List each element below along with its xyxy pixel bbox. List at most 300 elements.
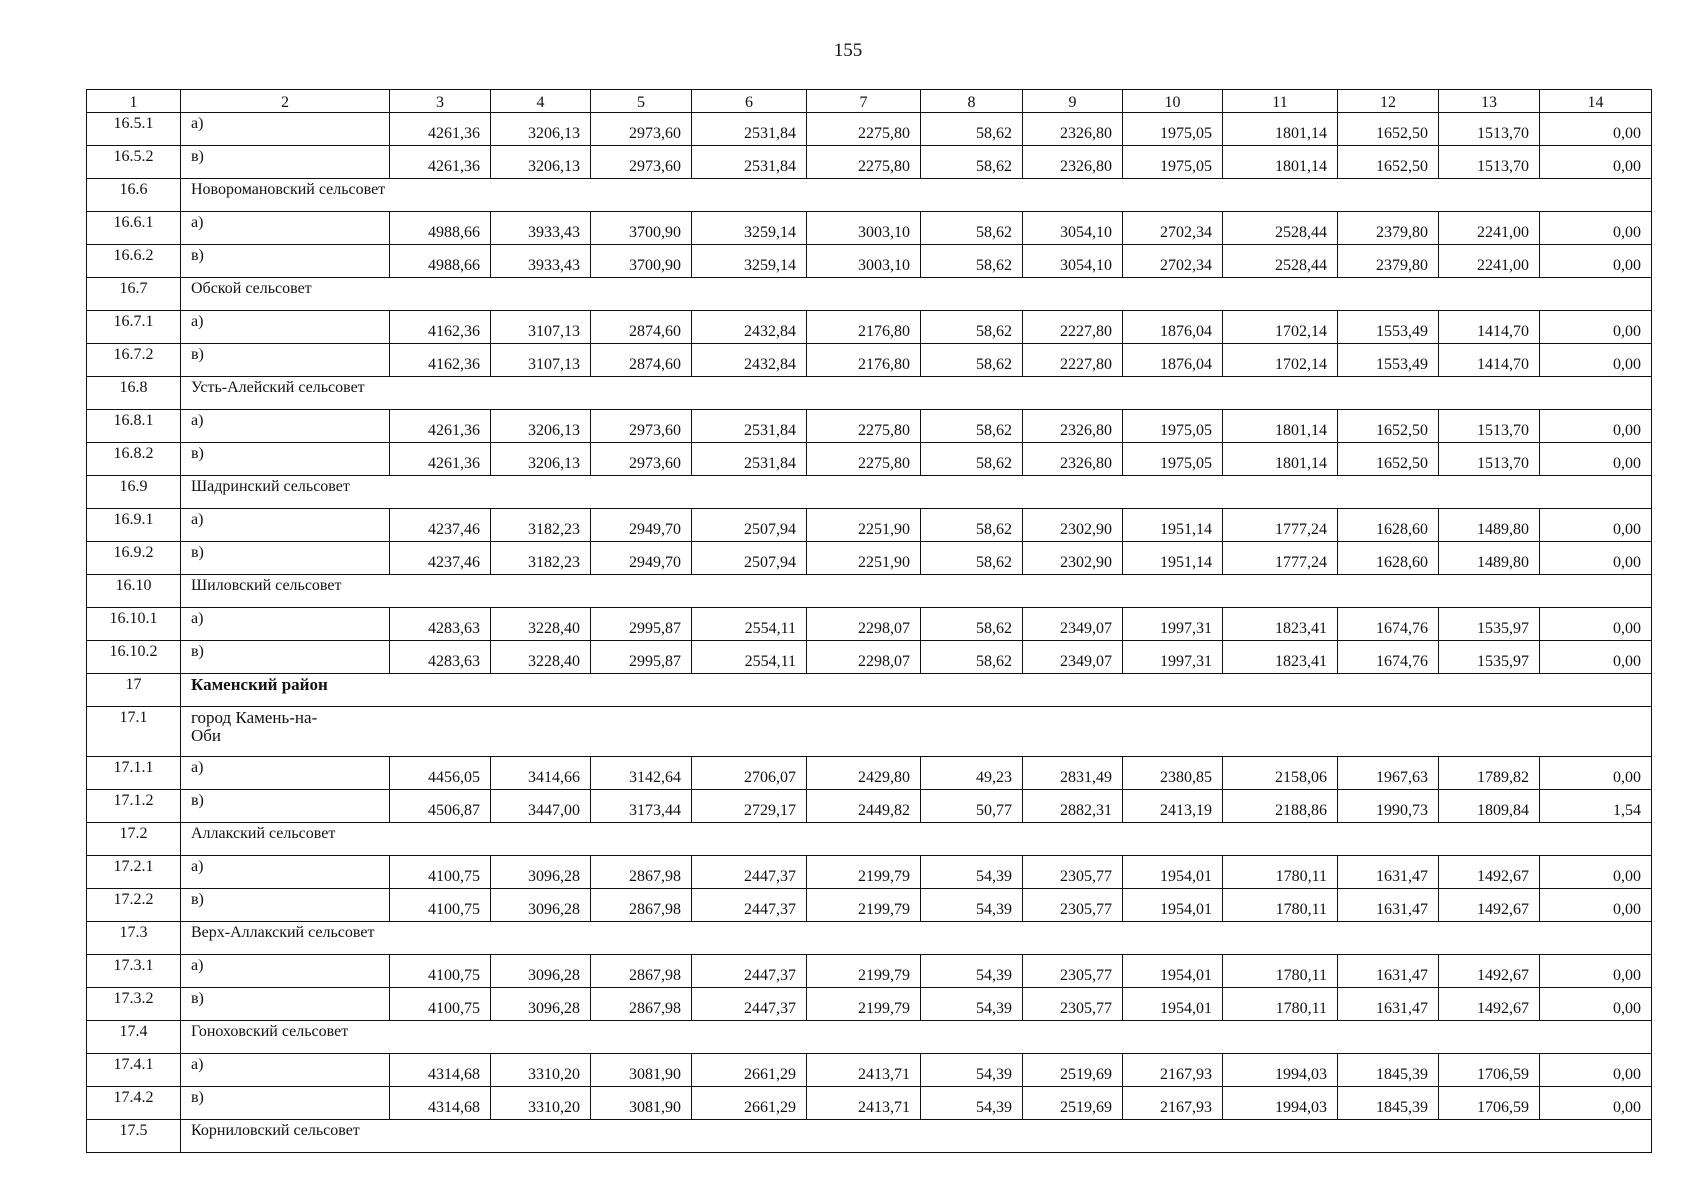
- row-code: 16.6.1: [87, 212, 181, 245]
- value-cell: 1706,59: [1439, 1087, 1540, 1120]
- row-code: 17.1.2: [87, 790, 181, 823]
- section-title: Корниловский сельсовет: [181, 1120, 1652, 1153]
- value-cell: 1631,47: [1338, 889, 1439, 922]
- value-cell: 1553,49: [1338, 344, 1439, 377]
- row-code: 16.9.1: [87, 509, 181, 542]
- table-row: [87, 344, 1652, 377]
- value-cell: 2867,98: [591, 955, 692, 988]
- value-cell: 0,00: [1540, 889, 1652, 922]
- value-cell: 1876,04: [1123, 311, 1223, 344]
- value-cell: 1823,41: [1223, 608, 1338, 641]
- value-cell: 4314,68: [390, 1087, 491, 1120]
- value-cell: 0,00: [1540, 311, 1652, 344]
- value-cell: 2275,80: [807, 443, 921, 476]
- value-cell: 54,39: [921, 988, 1023, 1021]
- value-cell: 1994,03: [1223, 1054, 1338, 1087]
- section-title: Каменский район: [181, 674, 1652, 707]
- row-variant: в): [181, 443, 390, 476]
- value-cell: 2188,86: [1223, 790, 1338, 823]
- value-cell: 2432,84: [692, 344, 807, 377]
- value-cell: 4988,66: [390, 245, 491, 278]
- column-header: 11: [1223, 90, 1338, 113]
- value-cell: 4237,46: [390, 509, 491, 542]
- value-cell: 0,00: [1540, 1087, 1652, 1120]
- row-code: 17.1: [87, 707, 181, 757]
- value-cell: 2227,80: [1023, 311, 1123, 344]
- value-cell: 2661,29: [692, 1087, 807, 1120]
- section-title: Обской сельсовет: [181, 278, 1652, 311]
- value-cell: 3003,10: [807, 245, 921, 278]
- section-row: [87, 707, 1652, 757]
- value-cell: 1780,11: [1223, 856, 1338, 889]
- value-cell: 2531,84: [692, 410, 807, 443]
- value-cell: 2380,85: [1123, 757, 1223, 790]
- row-code: 16.6.2: [87, 245, 181, 278]
- value-cell: 4283,63: [390, 608, 491, 641]
- value-cell: 1631,47: [1338, 988, 1439, 1021]
- value-cell: 2702,34: [1123, 212, 1223, 245]
- value-cell: 1628,60: [1338, 509, 1439, 542]
- value-cell: 1535,97: [1439, 608, 1540, 641]
- value-cell: 2326,80: [1023, 410, 1123, 443]
- column-header: 8: [921, 90, 1023, 113]
- value-cell: 1674,76: [1338, 641, 1439, 674]
- row-code: 16.8: [87, 377, 181, 410]
- value-cell: 1702,14: [1223, 344, 1338, 377]
- value-cell: 49,23: [921, 757, 1023, 790]
- value-cell: 4314,68: [390, 1054, 491, 1087]
- table-row: [87, 608, 1652, 641]
- table-row: [87, 790, 1652, 823]
- value-cell: 54,39: [921, 1054, 1023, 1087]
- section-row: [87, 922, 1652, 955]
- table-body: [87, 90, 1652, 1153]
- row-code: 16.7: [87, 278, 181, 311]
- value-cell: 54,39: [921, 856, 1023, 889]
- value-cell: 2554,11: [692, 641, 807, 674]
- value-cell: 0,00: [1540, 245, 1652, 278]
- value-cell: 1823,41: [1223, 641, 1338, 674]
- value-cell: 2528,44: [1223, 245, 1338, 278]
- row-code: 16.10.1: [87, 608, 181, 641]
- value-cell: 3096,28: [491, 856, 591, 889]
- section-row: [87, 476, 1652, 509]
- value-cell: 2531,84: [692, 443, 807, 476]
- value-cell: 2326,80: [1023, 146, 1123, 179]
- row-code: 16.9.2: [87, 542, 181, 575]
- section-title: Усть-Алейский сельсовет: [181, 377, 1652, 410]
- value-cell: 1652,50: [1338, 113, 1439, 146]
- value-cell: 2158,06: [1223, 757, 1338, 790]
- value-cell: 0,00: [1540, 1054, 1652, 1087]
- value-cell: 2275,80: [807, 410, 921, 443]
- value-cell: 1801,14: [1223, 146, 1338, 179]
- section-row: [87, 1120, 1652, 1153]
- value-cell: 2413,19: [1123, 790, 1223, 823]
- row-code: 16.8.1: [87, 410, 181, 443]
- value-cell: 2867,98: [591, 889, 692, 922]
- value-cell: 4261,36: [390, 113, 491, 146]
- row-variant: а): [181, 410, 390, 443]
- value-cell: 1967,63: [1338, 757, 1439, 790]
- value-cell: 1652,50: [1338, 146, 1439, 179]
- value-cell: 2706,07: [692, 757, 807, 790]
- value-cell: 0,00: [1540, 608, 1652, 641]
- column-header: 9: [1023, 90, 1123, 113]
- row-code: 16.7.2: [87, 344, 181, 377]
- value-cell: 4283,63: [390, 641, 491, 674]
- column-header: 1: [87, 90, 181, 113]
- value-cell: 3206,13: [491, 113, 591, 146]
- value-cell: 2199,79: [807, 856, 921, 889]
- value-cell: 1706,59: [1439, 1054, 1540, 1087]
- value-cell: 1801,14: [1223, 410, 1338, 443]
- row-code: 16.9: [87, 476, 181, 509]
- value-cell: 58,62: [921, 311, 1023, 344]
- value-cell: 1951,14: [1123, 542, 1223, 575]
- row-variant: в): [181, 344, 390, 377]
- value-cell: 2973,60: [591, 113, 692, 146]
- value-cell: 1954,01: [1123, 856, 1223, 889]
- row-code: 16.5.1: [87, 113, 181, 146]
- page-number: 155: [833, 40, 863, 61]
- value-cell: 2528,44: [1223, 212, 1338, 245]
- value-cell: 2298,07: [807, 608, 921, 641]
- value-cell: 2379,80: [1338, 212, 1439, 245]
- value-cell: 4988,66: [390, 212, 491, 245]
- row-variant: а): [181, 757, 390, 790]
- value-cell: 58,62: [921, 542, 1023, 575]
- value-cell: 1,54: [1540, 790, 1652, 823]
- section-title: Верх-Аллакский сельсовет: [181, 922, 1652, 955]
- row-variant: а): [181, 113, 390, 146]
- section-row: [87, 377, 1652, 410]
- value-cell: 3054,10: [1023, 212, 1123, 245]
- row-code: 16.5.2: [87, 146, 181, 179]
- value-cell: 1513,70: [1439, 146, 1540, 179]
- value-cell: 2302,90: [1023, 509, 1123, 542]
- value-cell: 54,39: [921, 889, 1023, 922]
- row-variant: в): [181, 889, 390, 922]
- value-cell: 1489,80: [1439, 542, 1540, 575]
- column-header: 3: [390, 90, 491, 113]
- value-cell: 3414,66: [491, 757, 591, 790]
- row-variant: в): [181, 146, 390, 179]
- row-code: 16.8.2: [87, 443, 181, 476]
- value-cell: 3081,90: [591, 1087, 692, 1120]
- value-cell: 4261,36: [390, 410, 491, 443]
- column-header: 5: [591, 90, 692, 113]
- value-cell: 2167,93: [1123, 1087, 1223, 1120]
- value-cell: 3107,13: [491, 311, 591, 344]
- value-cell: 2831,49: [1023, 757, 1123, 790]
- value-cell: 2275,80: [807, 113, 921, 146]
- value-cell: 3310,20: [491, 1054, 591, 1087]
- value-cell: 3447,00: [491, 790, 591, 823]
- header-row: [87, 90, 1652, 113]
- value-cell: 0,00: [1540, 509, 1652, 542]
- value-cell: 3259,14: [692, 212, 807, 245]
- value-cell: 1780,11: [1223, 955, 1338, 988]
- value-cell: 58,62: [921, 509, 1023, 542]
- value-cell: 1702,14: [1223, 311, 1338, 344]
- value-cell: 1414,70: [1439, 311, 1540, 344]
- value-cell: 4261,36: [390, 443, 491, 476]
- value-cell: 0,00: [1540, 443, 1652, 476]
- row-variant: а): [181, 212, 390, 245]
- value-cell: 2507,94: [692, 542, 807, 575]
- value-cell: 0,00: [1540, 856, 1652, 889]
- value-cell: 54,39: [921, 955, 1023, 988]
- value-cell: 1780,11: [1223, 889, 1338, 922]
- row-variant: в): [181, 245, 390, 278]
- value-cell: 2447,37: [692, 955, 807, 988]
- row-variant: в): [181, 988, 390, 1021]
- section-title: Шиловский сельсовет: [181, 575, 1652, 608]
- section-title: Шадринский сельсовет: [181, 476, 1652, 509]
- value-cell: 4237,46: [390, 542, 491, 575]
- row-code: 17.2.2: [87, 889, 181, 922]
- value-cell: 0,00: [1540, 146, 1652, 179]
- value-cell: 3206,13: [491, 146, 591, 179]
- value-cell: 1994,03: [1223, 1087, 1338, 1120]
- table-row: [87, 113, 1652, 146]
- value-cell: 3081,90: [591, 1054, 692, 1087]
- value-cell: 2429,80: [807, 757, 921, 790]
- section-title: Аллакский сельсовет: [181, 823, 1652, 856]
- row-code: 16.6: [87, 179, 181, 212]
- value-cell: 1801,14: [1223, 113, 1338, 146]
- value-cell: 3228,40: [491, 608, 591, 641]
- value-cell: 58,62: [921, 245, 1023, 278]
- value-cell: 58,62: [921, 113, 1023, 146]
- value-cell: 3003,10: [807, 212, 921, 245]
- value-cell: 0,00: [1540, 344, 1652, 377]
- value-cell: 2507,94: [692, 509, 807, 542]
- value-cell: 2702,34: [1123, 245, 1223, 278]
- value-cell: 2413,71: [807, 1054, 921, 1087]
- row-code: 16.7.1: [87, 311, 181, 344]
- table-row: [87, 757, 1652, 790]
- section-row: [87, 278, 1652, 311]
- value-cell: 4162,36: [390, 344, 491, 377]
- value-cell: 4261,36: [390, 146, 491, 179]
- value-cell: 4100,75: [390, 856, 491, 889]
- value-cell: 1954,01: [1123, 955, 1223, 988]
- section-row: [87, 179, 1652, 212]
- value-cell: 2305,77: [1023, 988, 1123, 1021]
- value-cell: 54,39: [921, 1087, 1023, 1120]
- table-row: [87, 146, 1652, 179]
- column-header: 4: [491, 90, 591, 113]
- value-cell: 58,62: [921, 146, 1023, 179]
- value-cell: 1951,14: [1123, 509, 1223, 542]
- value-cell: 2973,60: [591, 443, 692, 476]
- value-cell: 3173,44: [591, 790, 692, 823]
- value-cell: 2241,00: [1439, 245, 1540, 278]
- value-cell: 1997,31: [1123, 608, 1223, 641]
- row-code: 17.5: [87, 1120, 181, 1153]
- value-cell: 1975,05: [1123, 410, 1223, 443]
- row-variant: а): [181, 608, 390, 641]
- section-title: Гоноховский сельсовет: [181, 1021, 1652, 1054]
- value-cell: 2251,90: [807, 509, 921, 542]
- table-row: [87, 509, 1652, 542]
- value-cell: 3933,43: [491, 245, 591, 278]
- value-cell: 2447,37: [692, 889, 807, 922]
- value-cell: 3206,13: [491, 443, 591, 476]
- value-cell: 4456,05: [390, 757, 491, 790]
- value-cell: 1777,24: [1223, 542, 1338, 575]
- section-row: [87, 1021, 1652, 1054]
- row-variant: в): [181, 790, 390, 823]
- value-cell: 2554,11: [692, 608, 807, 641]
- value-cell: 2251,90: [807, 542, 921, 575]
- value-cell: 3700,90: [591, 245, 692, 278]
- value-cell: 1489,80: [1439, 509, 1540, 542]
- section-title: город Камень-на- Оби: [181, 707, 1652, 757]
- value-cell: 2449,82: [807, 790, 921, 823]
- value-cell: 2298,07: [807, 641, 921, 674]
- value-cell: 2199,79: [807, 988, 921, 1021]
- table-row: [87, 1054, 1652, 1087]
- row-variant: в): [181, 542, 390, 575]
- value-cell: 0,00: [1540, 542, 1652, 575]
- table-row: [87, 212, 1652, 245]
- value-cell: 1777,24: [1223, 509, 1338, 542]
- table-row: [87, 1087, 1652, 1120]
- column-header: 2: [181, 90, 390, 113]
- value-cell: 3054,10: [1023, 245, 1123, 278]
- value-cell: 1954,01: [1123, 889, 1223, 922]
- column-header: 10: [1123, 90, 1223, 113]
- table-row: [87, 410, 1652, 443]
- value-cell: 1492,67: [1439, 856, 1540, 889]
- value-cell: 0,00: [1540, 212, 1652, 245]
- value-cell: 1535,97: [1439, 641, 1540, 674]
- value-cell: 58,62: [921, 641, 1023, 674]
- value-cell: 3228,40: [491, 641, 591, 674]
- value-cell: 2413,71: [807, 1087, 921, 1120]
- value-cell: 2729,17: [692, 790, 807, 823]
- row-code: 16.10.2: [87, 641, 181, 674]
- value-cell: 2379,80: [1338, 245, 1439, 278]
- value-cell: 3142,64: [591, 757, 692, 790]
- value-cell: 0,00: [1540, 113, 1652, 146]
- row-code: 17.1.1: [87, 757, 181, 790]
- value-cell: 1492,67: [1439, 988, 1540, 1021]
- row-variant: а): [181, 1054, 390, 1087]
- column-header: 14: [1540, 90, 1652, 113]
- value-cell: 1845,39: [1338, 1087, 1439, 1120]
- value-cell: 1876,04: [1123, 344, 1223, 377]
- value-cell: 2305,77: [1023, 856, 1123, 889]
- row-code: 17.4.2: [87, 1087, 181, 1120]
- value-cell: 2447,37: [692, 988, 807, 1021]
- value-cell: 4162,36: [390, 311, 491, 344]
- row-variant: а): [181, 856, 390, 889]
- value-cell: 1631,47: [1338, 955, 1439, 988]
- table-row: [87, 245, 1652, 278]
- table-row: [87, 889, 1652, 922]
- value-cell: 2176,80: [807, 344, 921, 377]
- value-cell: 2867,98: [591, 988, 692, 1021]
- value-cell: 2432,84: [692, 311, 807, 344]
- value-cell: 1513,70: [1439, 113, 1540, 146]
- table-row: [87, 542, 1652, 575]
- section-title: Новоромановский сельсовет: [181, 179, 1652, 212]
- value-cell: 2519,69: [1023, 1087, 1123, 1120]
- section-row: [87, 674, 1652, 707]
- value-cell: 1780,11: [1223, 988, 1338, 1021]
- row-code: 16.10: [87, 575, 181, 608]
- row-code: 17.4: [87, 1021, 181, 1054]
- value-cell: 0,00: [1540, 641, 1652, 674]
- value-cell: 1631,47: [1338, 856, 1439, 889]
- value-cell: 0,00: [1540, 757, 1652, 790]
- value-cell: 3096,28: [491, 889, 591, 922]
- row-variant: в): [181, 1087, 390, 1120]
- row-variant: а): [181, 311, 390, 344]
- value-cell: 1801,14: [1223, 443, 1338, 476]
- value-cell: 2874,60: [591, 311, 692, 344]
- row-variant: а): [181, 955, 390, 988]
- value-cell: 2305,77: [1023, 889, 1123, 922]
- row-code: 17: [87, 674, 181, 707]
- value-cell: 1975,05: [1123, 146, 1223, 179]
- value-cell: 1492,67: [1439, 889, 1540, 922]
- value-cell: 3206,13: [491, 410, 591, 443]
- value-cell: 1990,73: [1338, 790, 1439, 823]
- value-cell: 2326,80: [1023, 113, 1123, 146]
- value-cell: 2227,80: [1023, 344, 1123, 377]
- value-cell: 4100,75: [390, 955, 491, 988]
- section-row: [87, 575, 1652, 608]
- value-cell: 2447,37: [692, 856, 807, 889]
- value-cell: 4100,75: [390, 988, 491, 1021]
- value-cell: 58,62: [921, 443, 1023, 476]
- value-cell: 1652,50: [1338, 410, 1439, 443]
- value-cell: 2949,70: [591, 509, 692, 542]
- value-cell: 2874,60: [591, 344, 692, 377]
- value-cell: 58,62: [921, 410, 1023, 443]
- value-cell: 1628,60: [1338, 542, 1439, 575]
- value-cell: 1513,70: [1439, 443, 1540, 476]
- value-cell: 1975,05: [1123, 443, 1223, 476]
- table-row: [87, 641, 1652, 674]
- value-cell: 2949,70: [591, 542, 692, 575]
- value-cell: 0,00: [1540, 410, 1652, 443]
- row-code: 17.3: [87, 922, 181, 955]
- value-cell: 1954,01: [1123, 988, 1223, 1021]
- value-cell: 2326,80: [1023, 443, 1123, 476]
- value-cell: 1997,31: [1123, 641, 1223, 674]
- section-row: [87, 823, 1652, 856]
- table-row: [87, 443, 1652, 476]
- column-header: 7: [807, 90, 921, 113]
- value-cell: 2199,79: [807, 889, 921, 922]
- value-cell: 2349,07: [1023, 641, 1123, 674]
- value-cell: 1553,49: [1338, 311, 1439, 344]
- value-cell: 3107,13: [491, 344, 591, 377]
- value-cell: 2275,80: [807, 146, 921, 179]
- row-code: 17.3.1: [87, 955, 181, 988]
- column-header: 13: [1439, 90, 1540, 113]
- value-cell: 3259,14: [692, 245, 807, 278]
- value-cell: 1975,05: [1123, 113, 1223, 146]
- value-cell: 4100,75: [390, 889, 491, 922]
- row-code: 17.2: [87, 823, 181, 856]
